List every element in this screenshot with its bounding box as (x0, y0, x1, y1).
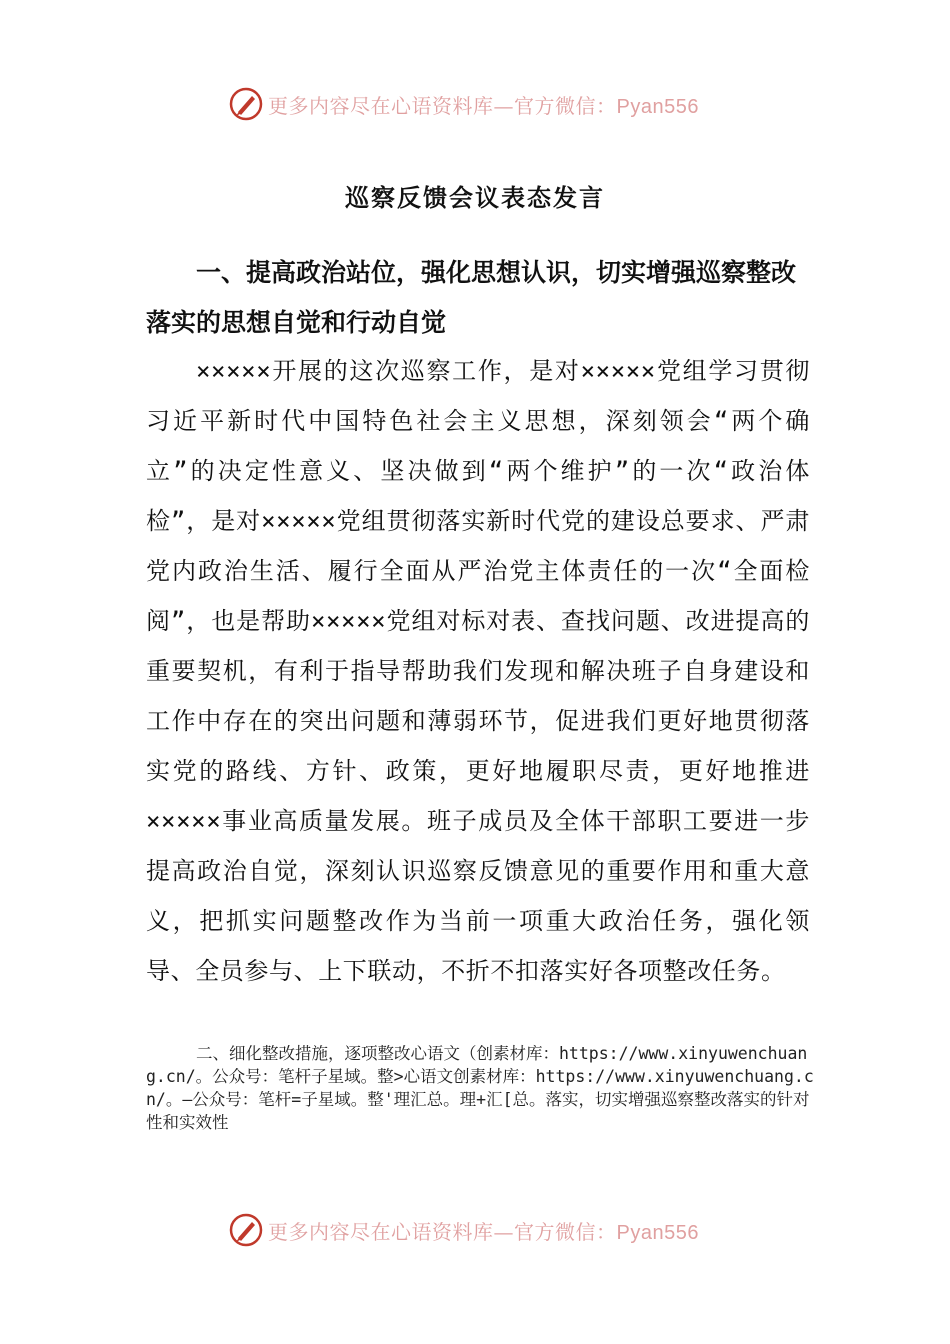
pen-nib-logo-icon (228, 1212, 264, 1248)
header-watermark-banner (228, 84, 699, 124)
banner-text: 更多内容尽在心语资料库—官方微信： (268, 93, 617, 118)
body-paragraph-1: ×××××开展的这次巡察工作，是对×××××党组学习贯彻习近平新时代中国特色社会主义思想，深刻领会“两个确立”的决定性意义、坚决做到“两个维护”的一次“政治体检”，是对×××××党组贯彻落实新时代党的建设总要求、严肃党内政治生活、履行全面从严治党主体责任的一次“全面检阅”，也是帮助×××××党组对标对表、查找问题、改进提高的重要契机，有利于指导帮助我们发现和解决班子自身建设和工作中存在的突出问题和薄弱环节，促进我们更好地贯彻落实党的路线、方针、政策，更好地履职尽责，更好地推进×××××事业高质量发展。班子成员及全体干部职工要进一步提高政治自觉，深刻认识巡察反馈意见的重要作用和重大意义，把抓实问题整改作为当前一项重大政治任务，强化领导、全员参与、上下联动，不折不扣落实好各项整改任务。 (146, 357, 810, 985)
section-heading-1: 一、提高政治站位，强化思想认识，切实增强巡察整改落实的思想自觉和行动自觉 (146, 258, 797, 337)
banner-text: 更多内容尽在心语资料库—官方微信： (268, 1219, 617, 1244)
pen-nib-logo-icon (228, 86, 264, 122)
document-title: 巡察反馈会议表态发言 (345, 183, 605, 212)
banner-wechat-id: Pyan556 (616, 95, 699, 118)
banner-wechat-id: Pyan556 (616, 1221, 699, 1244)
section-heading-2-garbled: 二、细化整改措施，逐项整改心语文（创素材库：https://www.xinyuwenchuang.cn/。公众号：笔杆子星域。整>心语文创素材库：https://www.xinyuwenchuang.cn/。—公众号：笔杆=子星域。整'理汇总。理+汇[总。落实，切实增强巡察整改落实的针对性和实效性 (146, 1044, 814, 1132)
footer-watermark-banner (228, 1210, 699, 1250)
